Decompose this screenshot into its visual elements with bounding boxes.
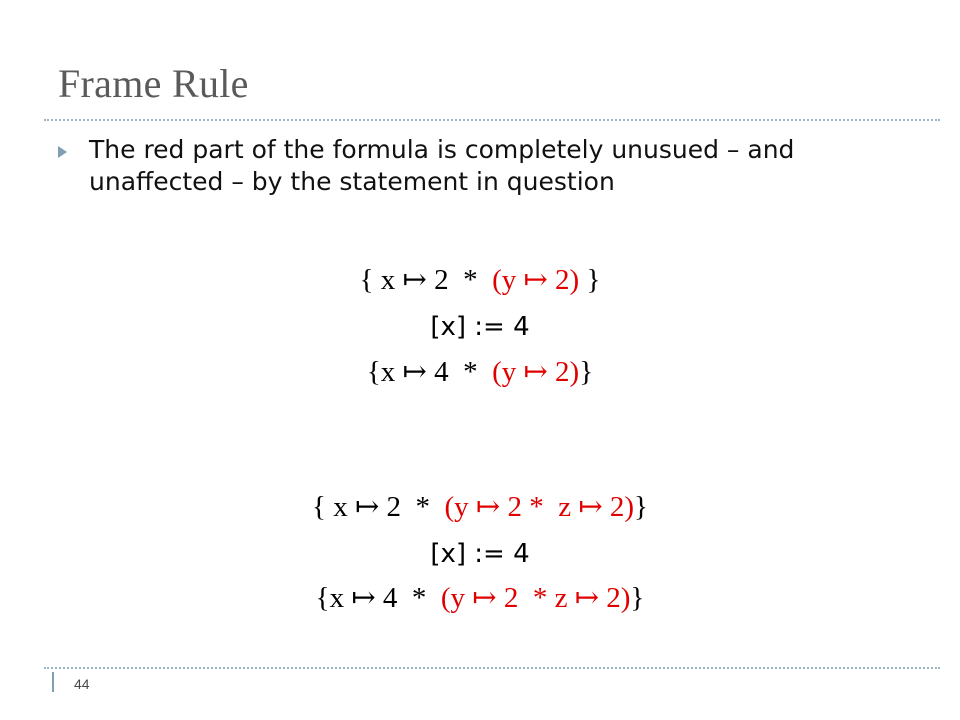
slide-title: Frame Rule (58, 61, 249, 106)
example1-statement (0, 309, 960, 344)
example2-pre-frame-red: (y ↦ 2 * z ↦ 2) (444, 491, 635, 523)
example2-statement-text: [x] := 4 (430, 539, 530, 569)
example2-post-frame-red: (y ↦ 2 * z ↦ 2) (440, 582, 631, 614)
example2-statement (0, 536, 960, 571)
example2-pre-close: } (634, 491, 648, 523)
example2-postcondition (0, 581, 960, 615)
example1-pre-close: } (579, 264, 601, 296)
title-divider (44, 119, 940, 121)
example1-precondition (0, 263, 960, 297)
example1-pre-frame-red: (y ↦ 2) (492, 264, 580, 296)
example1-pre-frame-black: { x ↦ 2 * (359, 264, 493, 296)
bullet-item (58, 134, 898, 198)
footer-tab-mark (52, 672, 54, 692)
example1-post-frame-black: {x ↦ 4 * (366, 356, 493, 388)
example2-precondition (0, 490, 960, 524)
bullet-text: The red part of the formula is completely unusued – and unaffected – by the statement in question (89, 135, 795, 196)
example1-post-frame-red: (y ↦ 2) (492, 356, 580, 388)
example2-post-frame-black: {x ↦ 4 * (315, 582, 441, 614)
footer-divider (44, 667, 940, 669)
example1-postcondition (0, 355, 960, 389)
example2-pre-frame-black: { x ↦ 2 * (312, 491, 445, 523)
example1-post-close: } (579, 356, 594, 388)
example2-post-close: } (630, 582, 645, 614)
triangle-bullet-icon (58, 146, 67, 158)
example1-statement-text: [x] := 4 (430, 312, 530, 342)
page-number: 44 (74, 676, 90, 692)
